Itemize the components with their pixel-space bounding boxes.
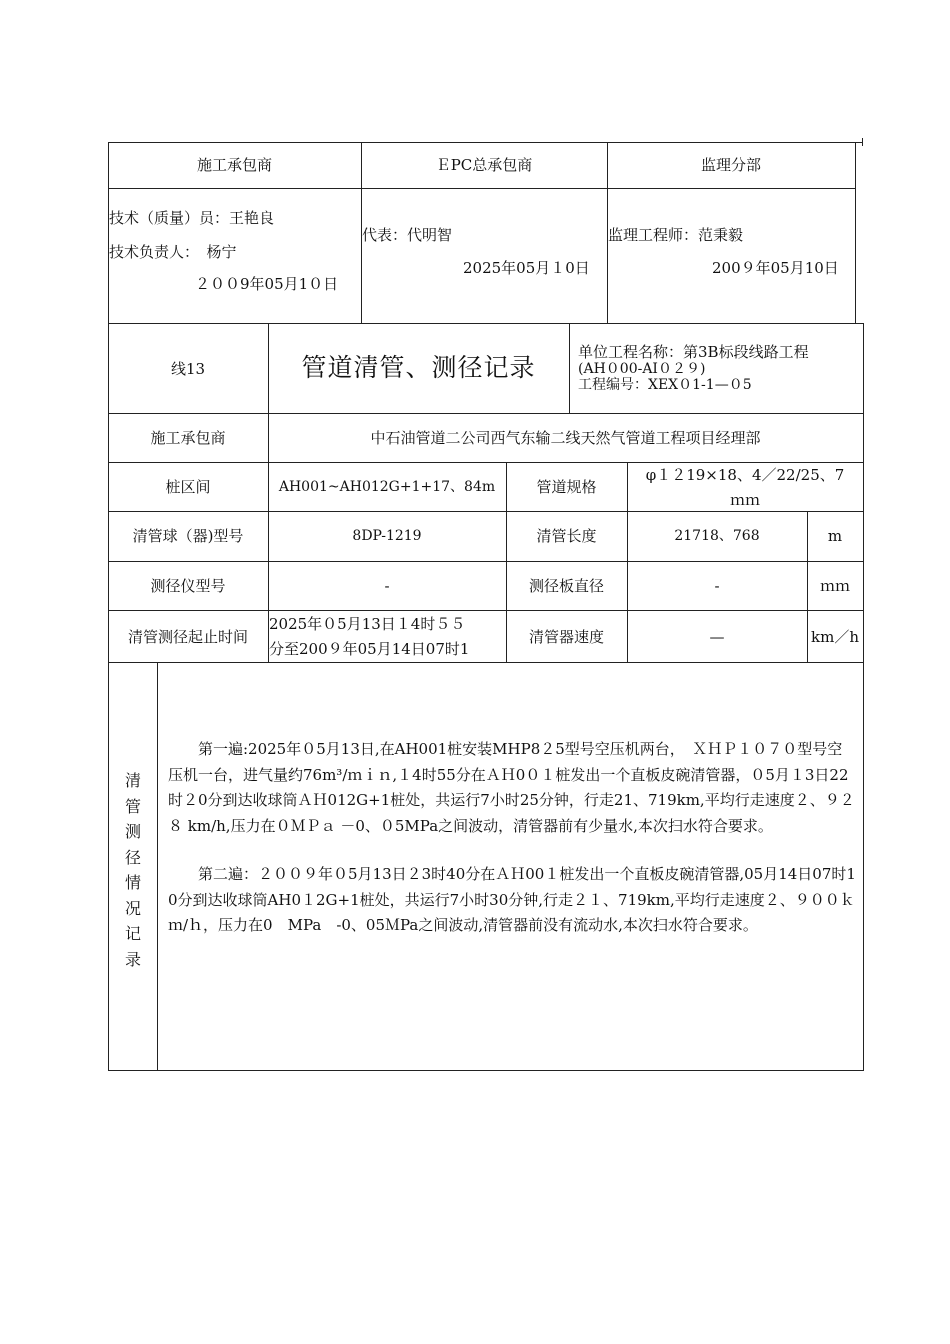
- caliper-model-value: -: [384, 577, 390, 595]
- gauge-plate-label: 测径板直径: [528, 577, 604, 595]
- header-contractor: 施工承包商: [196, 156, 272, 174]
- pipe-spec-unit: ｍｍ: [729, 491, 760, 509]
- supervisor-engineer: 监理工程师：范秉毅: [608, 226, 744, 244]
- contractor-label: 施工承包商: [150, 429, 226, 447]
- cleaning-length-label: 清管长度: [536, 527, 597, 545]
- tech-quality-officer: 技术（质量）员：王艳良: [109, 209, 275, 227]
- pig-speed-label: 清管器速度: [528, 628, 604, 646]
- epc-date: 2025年05月１0日: [463, 259, 590, 277]
- second-pass-record: 第二遍：２００９年０5月13日２3时40分在ＡＨ00１桩发出一个直板皮碗清管器,05月14日07时10分到达收球筒AH0１2G+1桩处，共运行7小时30分钟,行走２１、719km,平均行走速度２、９００ｋｍ/ｈ，压力在0 MPa -0、05ＭPa之间波动,清管器前没有流动水,本次扫水符合要求。: [168, 865, 856, 934]
- contractor-value: 中石油管道二公司西气东输二线天然气管道工程项目经理部: [370, 429, 761, 447]
- pig-model-value: 8DP-1219: [352, 528, 422, 544]
- pig-speed-unit: km／h: [811, 628, 859, 646]
- pipe-spec-label: 管道规格: [536, 478, 597, 496]
- contractor-date: ２００9年05月1０日: [195, 275, 339, 293]
- supervisor-date: 200９年05月10日: [712, 259, 839, 277]
- cleaning-length-unit: m: [827, 527, 843, 545]
- caliper-model-label: 测径仪型号: [150, 577, 226, 595]
- gauge-plate-value: -: [714, 577, 720, 595]
- time-range-label: 清管测径起止时间: [127, 628, 248, 646]
- record-label: 清 管 测 径 情 况 记 录: [124, 771, 141, 969]
- unit-project-name: 单位工程名称：第3B标段线路工程: [578, 343, 809, 361]
- epc-representative: 代表：代明智: [362, 226, 453, 244]
- pipe-spec-value: φ１２19×18、4／22/25、7: [645, 466, 845, 484]
- pig-speed-value: —: [709, 628, 725, 646]
- time-range-line1: 2025年０5月13日１4时５５: [269, 615, 466, 633]
- time-range-line2: 分至200９年05月14日07时1: [269, 640, 470, 658]
- first-pass-record: 第一遍:2025年０5月13日,在AH001桩安装MHP8２5型号空压机两台， ＸＨＰ１０７０型号空压机一台，进气量约76m³/ｍｉｎ,１4时55分在ＡＨ0０１桩发出一个直板皮碗清管器，０5月１3日22时２0分到达收球筒ＡＨ012G+1桩处，共运行7小时25分钟，行走21、719km,平均行走速度２、９２８ km/h,压力在０ＭＰａ －0、０5MPa之间波动，清管器前有少量水,本次扫水符合要求。: [168, 740, 855, 835]
- unit-project-range: (AH０00-AI０２９): [578, 361, 706, 377]
- header-epc: ＥPC总承包商: [435, 156, 533, 174]
- project-code: 工程编号：XEX０1-1—０5: [578, 377, 752, 393]
- gauge-plate-unit: ｍｍ: [819, 577, 850, 595]
- pig-model-label: 清管球（器)型号: [132, 527, 244, 545]
- header-supervisor: 监理分部: [700, 156, 761, 174]
- pile-range-label: 桩区间: [165, 478, 211, 496]
- page-title: 管道清管、测径记录: [301, 353, 536, 382]
- line-number: 线13: [170, 360, 206, 378]
- pile-range-value: AH001~AH012G+1+17、84m: [278, 479, 496, 495]
- tech-lead: 技术负责人： 杨宁: [109, 243, 237, 261]
- cleaning-length-value: 21718、768: [674, 528, 760, 544]
